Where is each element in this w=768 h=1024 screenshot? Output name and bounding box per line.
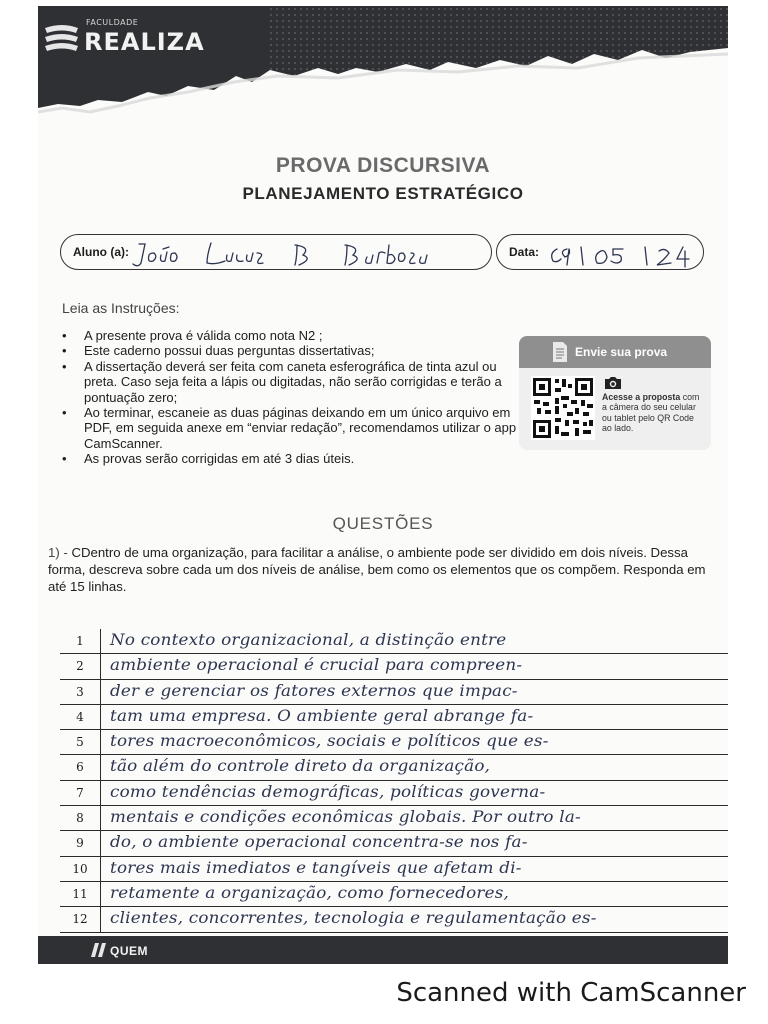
line-number: 2 [60,654,101,678]
aluno-signature [61,235,491,271]
instruction-item: • Este caderno possui duas perguntas dissertativas; [62,343,522,358]
handwritten-text: tão além do controle direto da organização, [110,757,491,776]
logo-small-text: FACULDADE [86,18,139,27]
line-number: 6 [60,755,101,779]
question-1 [48,544,720,595]
handwritten-text: mentais e condições econômicas globais. Por outro la- [110,808,581,827]
instruction-item: • Ao terminar, escaneie as duas páginas deixando em um único arquivo em PDF, em seguida anexe em “enviar redação”, recomendamos utilizar o app CamScanner. [62,405,522,451]
realiza-logo [42,18,205,68]
slash-mark-icon [90,942,108,958]
footer-label: QUEM [110,944,148,958]
handwritten-text: tores macroeconômicos, sociais e políticos que es- [110,732,549,751]
answer-line [60,654,728,679]
camera-icon [603,376,623,390]
answer-line [60,831,728,856]
instruction-item: • As provas serão corrigidas em até 3 dias úteis. [62,451,522,466]
handwritten-text: ambiente operacional é crucial para compreen- [110,656,523,675]
answer-line [60,781,728,806]
answer-line [60,806,728,831]
upload-card [519,336,711,450]
exam-sheet [38,6,728,964]
line-number: 4 [60,705,101,729]
line-number: 9 [60,831,101,855]
aluno-field [60,234,492,270]
question-text: CDentro de uma organização, para facilitar a análise, o ambiente pode ser dividido em dois níveis. Dessa forma, descreva sobre cada um dos níveis de análise, bem como os elementos que os compõem. Responda em até 15 linhas. [48,545,706,594]
upload-card-header [519,336,711,368]
answer-line [60,857,728,882]
qr-code-icon[interactable] [531,376,595,440]
handwritten-text: retamente a organização, como fornecedores, [110,883,510,902]
page-title: PROVA DISCURSIVA [275,154,491,177]
data-label: Data: [509,245,540,259]
footer-banner [38,936,728,964]
line-number: 7 [60,781,101,805]
answer-line [60,907,728,932]
upload-card-text-bold: Acesse a proposta [602,392,681,402]
answer-line [60,680,728,705]
answer-line [60,882,728,907]
page-subtitle: PLANEJAMENTO ESTRATÉGICO [242,184,524,203]
handwritten-text: clientes, concorrentes, tecnologia e regulamentação es- [110,909,597,928]
instructions-list [62,328,522,467]
camscanner-watermark: Scanned with CamScanner [396,978,746,1008]
handwritten-text: der e gerenciar os fatores externos que impac- [110,681,518,700]
upload-card-text-rest: com a câmera do seu celular ou tablet pelo QR Code ao lado. [602,392,700,434]
answer-line [60,730,728,755]
line-number: 12 [60,907,101,931]
handwritten-text: do, o ambiente operacional concentra-se nos fa- [110,833,528,852]
document-icon [551,341,569,363]
aluno-label: Aluno (a): [73,245,129,259]
answer-table [60,629,728,933]
line-number: 10 [60,857,101,881]
handwritten-text: tam uma empresa. O ambiente geral abrange fa- [110,706,534,725]
instruction-item: • A presente prova é válida como nota N2 ; [62,328,522,343]
answer-line [60,755,728,780]
question-number: 1) - [48,545,68,560]
handwritten-text: No contexto organizacional, a distinção entre [110,631,507,649]
line-number: 1 [60,629,101,653]
answer-line [60,629,728,654]
handwritten-text: como tendências demográficas, políticas governa- [110,782,546,801]
upload-card-title: Envie sua prova [575,345,668,359]
line-number: 3 [60,680,101,704]
upload-card-text [602,392,702,434]
logo-wave-icon [42,20,82,58]
date-handwriting [497,235,703,271]
logo-text: REALIZA [84,28,205,56]
instructions-title: Leia as Instruções: [62,300,180,316]
line-number: 11 [60,882,101,906]
handwritten-text: tores mais imediatos e tangíveis que afetam di- [110,858,522,877]
answer-line [60,705,728,730]
header-banner [38,6,728,146]
instruction-item: • A dissertação deverá ser feita com caneta esferográfica de tinta azul ou preta. Caso seja feita a lápis ou digitadas, não serão corrigidas e terão a pontuação zero; [62,359,522,405]
questions-title: QUESTÕES [332,514,434,533]
data-field [496,234,704,270]
line-number: 5 [60,730,101,754]
line-number: 8 [60,806,101,830]
